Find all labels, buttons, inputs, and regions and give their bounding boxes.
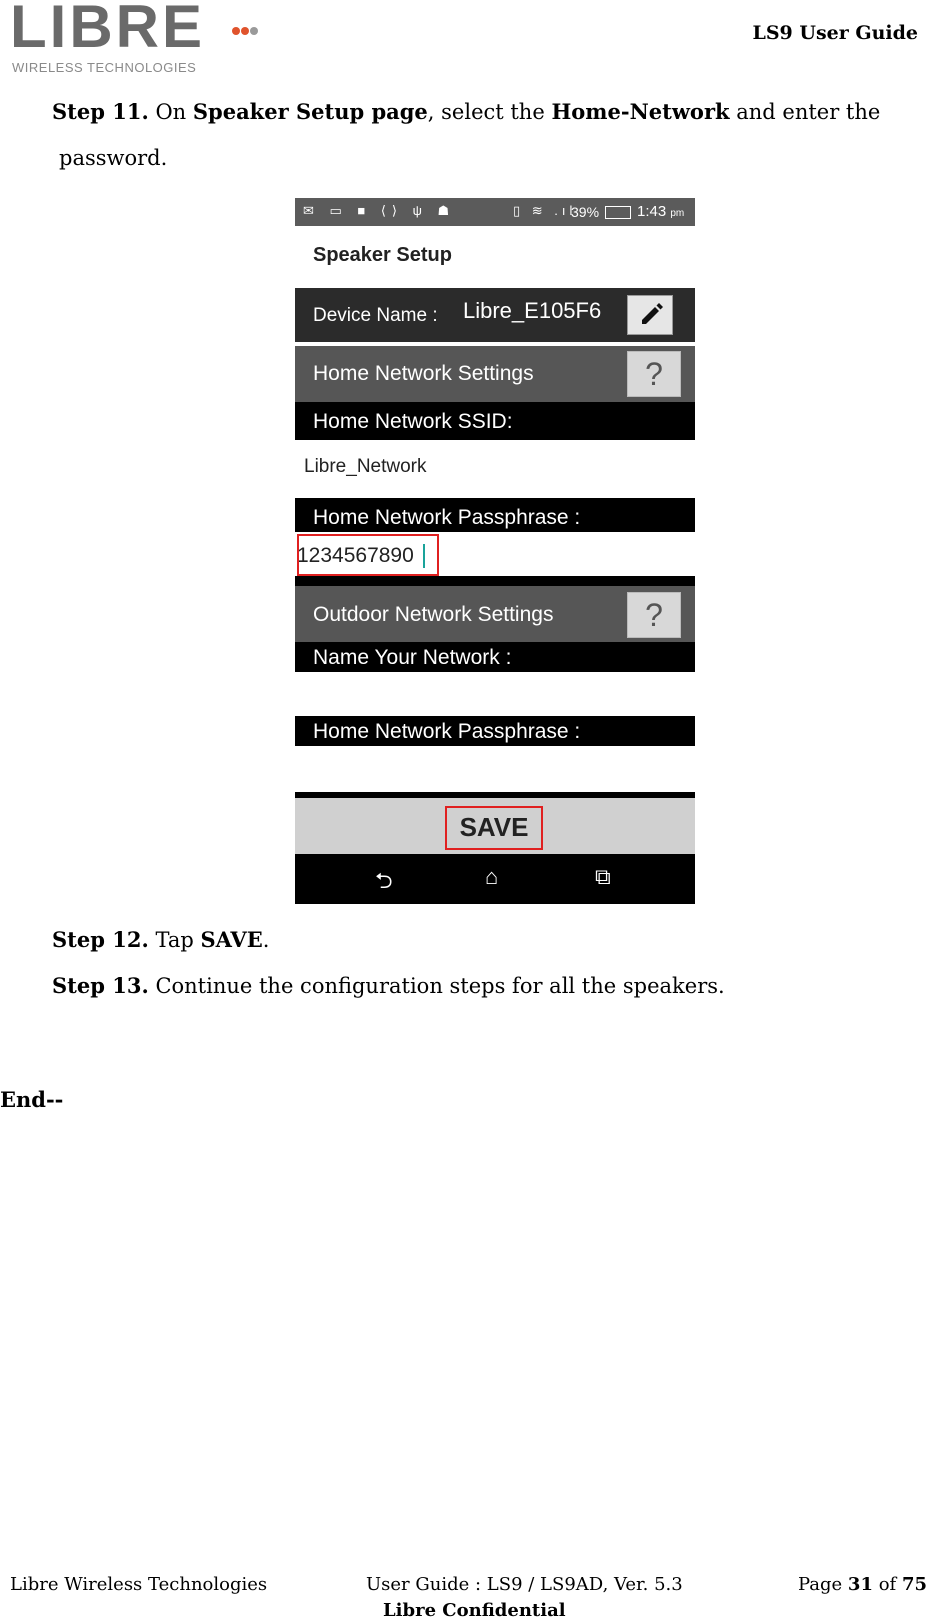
device-name-value[interactable]: Libre_E105F6 <box>463 298 602 323</box>
step-12-label: Step 12. <box>52 927 149 952</box>
outdoor-passphrase-label: Home Network Passphrase : <box>313 720 581 743</box>
step-11-b2: Home-Network <box>551 99 730 124</box>
step-11-label: Step 11. <box>52 99 149 124</box>
device-name-row <box>295 288 695 342</box>
page-title <box>295 236 695 276</box>
clock <box>637 203 684 220</box>
outdoor-passphrase-header <box>295 716 695 746</box>
step-12-t2: . <box>262 928 270 952</box>
logo-dots <box>232 20 259 39</box>
passphrase-highlight-box <box>297 534 439 576</box>
page-total: 75 <box>901 1574 927 1595</box>
home-icon[interactable]: ⌂ <box>485 864 499 889</box>
android-nav-bar <box>295 854 695 904</box>
save-bar <box>295 798 695 854</box>
battery-level: 39% <box>571 204 600 220</box>
step-11-text <box>52 98 880 126</box>
speaker-setup-screenshot <box>295 198 695 904</box>
step-11-b1: Speaker Setup page <box>192 99 428 124</box>
home-passphrase-row <box>295 534 695 576</box>
guide-title: LS9 User Guide <box>752 22 918 44</box>
footer-doc: User Guide : LS9 / LS9AD, Ver. 5.3 <box>366 1574 683 1595</box>
separator-bar <box>295 576 695 586</box>
edit-device-name-button[interactable] <box>627 295 673 335</box>
status-bar <box>295 198 695 226</box>
libre-logo <box>10 0 260 78</box>
name-your-network-input[interactable] <box>295 672 695 716</box>
home-ssid-row <box>295 454 695 484</box>
step-12-t1: Tap <box>148 928 201 952</box>
home-network-settings-row <box>295 346 695 402</box>
home-passphrase-input[interactable]: 1234567890 <box>297 544 414 567</box>
back-icon[interactable]: ⮌ <box>375 868 393 893</box>
status-left-icons: ✉ ▭ ■ ⟨⟩ ψ ☗ <box>303 203 456 218</box>
home-passphrase-header <box>295 498 695 532</box>
step-11-line2: password. <box>59 146 168 170</box>
step-13-label: Step 13. <box>52 973 149 998</box>
name-your-network-header <box>295 642 695 672</box>
step-12-b1: SAVE <box>200 927 263 952</box>
home-network-help-button[interactable] <box>627 351 681 397</box>
home-ssid-label: Home Network SSID: <box>313 410 513 433</box>
pencil-icon <box>628 296 672 334</box>
home-passphrase-label: Home Network Passphrase : <box>313 506 581 529</box>
outdoor-network-settings-row <box>295 586 695 642</box>
footer-page <box>798 1574 927 1595</box>
page-title-text: Speaker Setup <box>313 244 452 266</box>
question-icon: ? <box>645 597 663 633</box>
logo-wordmark: LIBRE <box>10 0 205 60</box>
question-icon: ? <box>645 356 663 392</box>
step-13-text <box>52 972 725 1000</box>
home-ssid-value[interactable]: Libre_Network <box>304 456 427 477</box>
battery-icon <box>605 206 631 219</box>
home-network-settings-label: Home Network Settings <box>313 362 534 385</box>
outdoor-network-settings-label: Outdoor Network Settings <box>313 603 554 626</box>
status-right-icons: ▯ ≋ .ıl <box>513 203 577 218</box>
step-11-t2: , select the <box>427 100 552 124</box>
save-highlight-box <box>445 806 543 850</box>
end-marker: End-- <box>0 1087 64 1112</box>
outdoor-passphrase-input[interactable] <box>295 746 695 790</box>
clock-ampm: pm <box>670 208 685 219</box>
save-button[interactable]: SAVE <box>459 812 529 842</box>
page-prefix: Page <box>797 1574 848 1595</box>
home-ssid-header <box>295 402 695 440</box>
recent-apps-icon[interactable]: ⧉ <box>595 864 611 889</box>
device-name-label: Device Name : <box>313 305 438 326</box>
step-11-t3: and enter the <box>729 100 881 124</box>
outdoor-network-help-button[interactable] <box>627 592 681 638</box>
name-your-network-label: Name Your Network : <box>313 646 512 669</box>
page-number: 31 <box>847 1574 873 1595</box>
clock-time: 1:43 <box>637 203 667 220</box>
step-12-text <box>52 926 269 954</box>
logo-subtitle: WIRELESS TECHNOLOGIES <box>12 60 197 75</box>
footer-confidential: Libre Confidential <box>383 1600 566 1621</box>
page-of: of <box>872 1574 902 1595</box>
step-11-t1: On <box>148 100 193 124</box>
step-13-body: Continue the configuration steps for all the speakers. <box>148 974 725 998</box>
footer-company: Libre Wireless Technologies <box>10 1574 268 1595</box>
